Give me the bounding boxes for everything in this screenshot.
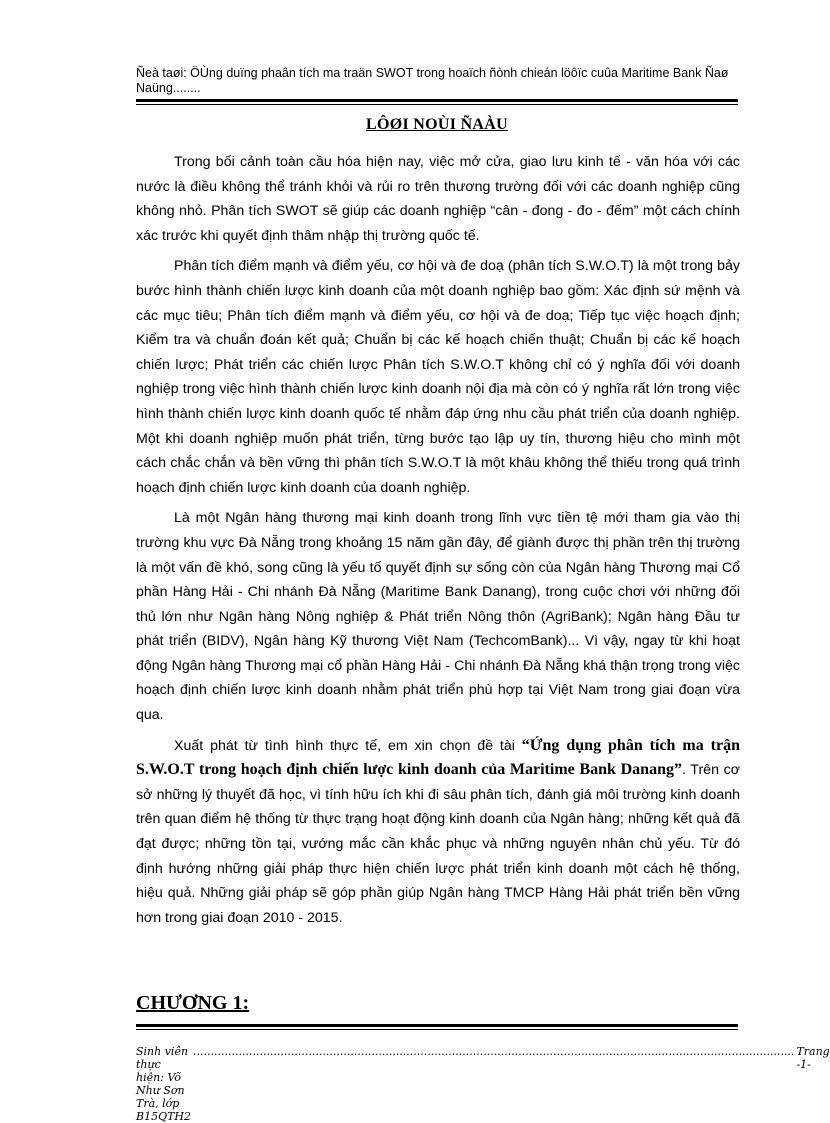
paragraph-4-intro: Xuất phát từ tình hình thực tế, em xin chọn đề tài [174,737,515,754]
footer-leader-dots: ............................................................................................................................................................................ [193,1045,795,1058]
page-footer [136,1045,830,1123]
topic-title: “Ứng dụng phân tích ma trận S.W.O.T trong hoạch định chiến lược kinh doanh của Maritime Bank Danang” [136,736,740,779]
paragraph-4 [136,734,740,931]
header-rule-thin [136,104,738,105]
chapter-heading [136,992,249,1015]
document-title: LÔØI NOÙI ÑAÀU [366,116,508,133]
footer-page-number: Trang -1- [796,1045,830,1071]
paragraph-3: Là một Ngân hàng thương mại kinh doanh trong lĩnh vực tiền tệ mới tham gia vào thị trường khu vực Đà Nẵng trong khoảng 15 năm gần đây, để giành được thị phần trên thị trường là một vấn đề khó, song cũng là yếu tố quyết định sự sống còn của Ngân hàng Thương mại Cổ phần Hàng Hải - Chi nhánh Đà Nẵng (Maritime Bank Danang), trong cuộc chơi với những đối thủ lớn như Ngân hàng Nông nghiệp & Phát triển Nông thôn (AgriBank); Ngân hàng Đầu tư phát triển (BIDV), Ngân hàng Kỹ thương Việt Nam (TechcomBank)... Vì vậy, ngay từ khi hoạt động Ngân hàng Thương mại cổ phần Hàng Hải - Chi nhánh Đà Nẵng khá thận trọng trong việc hoạch định chiến lược kinh doanh nhằm phát triển phù hợp tại Việt Nam trong giai đoạn vừa qua. [136,510,740,724]
paragraph-1: Trong bối cảnh toàn cầu hóa hiện nay, việc mở cửa, giao lưu kinh tế - văn hóa với các nước là điều không thể tránh khỏi và rủi ro trên thương trường đối với các doanh nghiệp cũng không nhỏ. Phân tích SWOT sẽ giúp các doanh nghiệp “cân - đong - đo - đếm” một cách chính xác trước khi quyết định thâm nhập thị trường quốc tế. [136,154,740,244]
header-rule-thick [136,99,738,102]
document-body [136,150,740,936]
paragraph-2: Phân tích điểm mạnh và điểm yếu, cơ hội và đe doạ (phân tích S.W.O.T) là một trong bảy bước hình thành chiến lược kinh doanh của một doanh nghiệp bao gồm: Xác định sứ mệnh và các mục tiêu; Phân tích điểm mạnh và điểm yếu, cơ hội và đe doạ; Tiếp tục việc hoạch định; Kiểm tra và chuẩn đoán kết quả; Chuẩn bị các kế hoạch chiến thuật; Chuẩn bị các kế hoạch chiến lược; Phát triển các chiến lược Phân tích S.W.O.T không chỉ có ý nghĩa đối với doanh nghiệp trong việc hình thành chiến lược kinh doanh nội địa mà còn có ý nghĩa rất lớn trong việc hình thành chiến lược kinh doanh quốc tế nhằm đáp ứng nhu cầu phát triển của doanh nghiệp. Một khi doanh nghiệp muốn phát triển, từng bước tạo lập uy tín, thương hiệu cho mình một cách chắc chắn và bền vững thì phân tích S.W.O.T là một khâu không thể thiếu trong quá trình hoạch định chiến lược kinh doanh của doanh nghiệp. [136,258,740,496]
chapter-label: CHƯƠNG 1 [136,992,243,1014]
footer-rule-thick [136,1024,738,1027]
page-header: Ñeà taøi: ÖÙng duïng phaân tích ma traän SWOT trong hoaïch ñònh chieán löôïc cuûa Maritime Bank Ñaø Naüng........ [136,66,729,95]
footer-author: Sinh viên thực hiện: Võ Như Sơn Trà, lớp B15QTH2 [136,1045,192,1123]
paragraph-4-rest: . Trên cơ sở những lý thuyết đã học, vì tính hữu ích khi đi sâu phân tích, đánh giá môi trường kinh doanh trên quan điểm hệ thống từ thực trạng hoạt động kinh doanh của Ngân hàng; những kết quả đã đạt được; những tồn tại, vướng mắc cần khắc phục và những nguyên nhân chủ yếu. Từ đó định hướng những giải pháp thực hiện chiến lược phát triển kinh doanh một cách hệ thống, hiệu quả. Những giải pháp sẽ góp phần giúp Ngân hàng TMCP Hàng Hải phát triển bền vững hơn trong giai đoạn 2010 - 2015. [136,762,740,926]
footer-rule-thin [136,1029,738,1030]
chapter-colon: : [242,992,250,1014]
